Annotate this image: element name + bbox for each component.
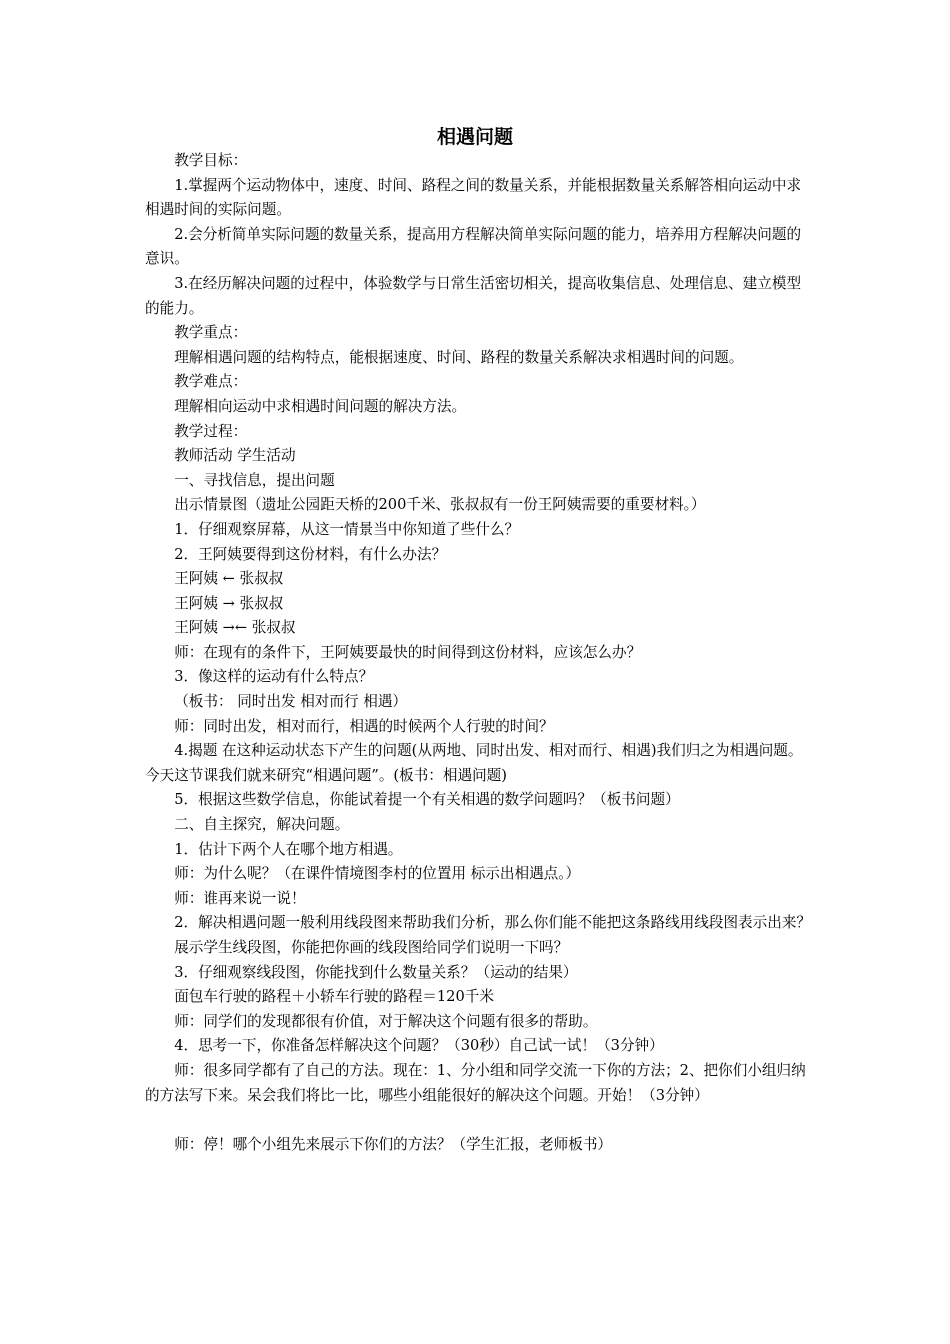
paragraph: 二、自主探究，解决问题。: [174, 816, 350, 834]
paragraph: 师：很多同学都有了自己的方法。现在：1、分小组和同学交流一下你的方法；2、把你们小组归纳的方法写下来。呆会我们将比一比，哪些小组能很好的解决这个问题。开始！（3分钟）: [145, 1061, 806, 1104]
paragraph: 教学目标：: [174, 152, 248, 169]
paragraph: 2．解决相遇问题一般利用线段图来帮助我们分析，那么你们能不能把这条路线用线段图表示出来？: [174, 914, 812, 932]
paragraph: 4．思考一下，你准备怎样解决这个问题？（30秒）自己试一试！（3分钟）: [174, 1037, 664, 1055]
paragraph: 理解相向运动中求相遇时间问题的解决方法。: [174, 397, 467, 415]
paragraph: 3．仔细观察线段图，你能找到什么数量关系？（运动的结果）: [174, 963, 578, 981]
paragraph: 4.揭题 在这种运动状态下产生的问题(从两地、同时出发、相对而行、相遇)我们归之为相遇问题。今天这节课我们就来研究“相遇问题”。(板书：相遇问题): [145, 742, 803, 784]
paragraph: 教学难点：: [174, 373, 248, 391]
paragraph: 师：停！哪个小组先来展示下你们的方法？（学生汇报，老师板书）: [174, 1135, 613, 1153]
paragraph: 王阿姨 ← 张叔叔: [174, 570, 284, 588]
paragraph: 王阿姨 →← 张叔叔: [174, 619, 296, 637]
paragraph: 5．根据这些数学信息，你能试着提一个有关相遇的数学问题吗？（板书问题）: [174, 791, 680, 809]
paragraph: 1．估计下两个人在哪个地方相遇。: [174, 840, 403, 858]
paragraph: 1.掌握两个运动物体中，速度、时间、路程之间的数量关系，并能根据数量关系解答相向运动中求相遇时间的实际问题。: [145, 176, 802, 219]
paragraph: （板书： 同时出发 相对而行 相遇）: [174, 693, 408, 711]
paragraph: 教学重点：: [174, 324, 248, 342]
paragraph: 教学过程：: [174, 422, 248, 440]
paragraph: 师：在现有的条件下，王阿姨要最快的时间得到这份材料，应该怎么办？: [174, 643, 642, 661]
paragraph: 2.会分析简单实际问题的数量关系，提高用方程解决简单实际问题的能力，培养用方程解决问题的意识。: [145, 225, 802, 268]
paragraph: 出示情景图（遗址公园距天桥的200千米、张叔叔有一份王阿姨需要的重要材料。）: [174, 496, 706, 514]
paragraph: 2．王阿姨要得到这份材料，有什么办法？: [174, 545, 447, 563]
paragraph: 王阿姨 → 张叔叔: [174, 594, 284, 612]
paragraph: 一、寻找信息，提出问题: [174, 471, 335, 489]
paragraph: 面包车行驶的路程＋小轿车行驶的路程＝120千米: [174, 988, 494, 1006]
document-title: 相遇问题: [436, 126, 513, 148]
paragraph: 展示学生线段图，你能把你画的线段图给同学们说明一下吗？: [174, 939, 569, 956]
paragraph: 师：为什么呢？（在课件情境图李村的位置用 标示出相遇点。）: [174, 865, 581, 883]
paragraph: 师：同时出发，相对而行，相遇的时候两个人行驶的时间？: [174, 717, 554, 735]
paragraph: 1．仔细观察屏幕，从这一情景当中你知道了些什么？: [174, 520, 520, 538]
blank-line: [145, 1108, 813, 1133]
document-body: [145, 149, 813, 1157]
paragraph: 师：谁再来说一说！: [174, 889, 306, 907]
paragraph: 师：同学们的发现都很有价值，对于解决这个问题有很多的帮助。: [174, 1012, 598, 1030]
paragraph: 教师活动 学生活动: [174, 447, 296, 465]
paragraph: 3.在经历解决问题的过程中，体验数学与日常生活密切相关，提高收集信息、处理信息、建立模型的能力。: [145, 274, 802, 317]
paragraph: 3．像这样的运动有什么特点？: [174, 668, 374, 686]
paragraph: 理解相遇问题的结构特点，能根据速度、时间、路程的数量关系解决求相遇时间的问题。: [174, 348, 744, 366]
